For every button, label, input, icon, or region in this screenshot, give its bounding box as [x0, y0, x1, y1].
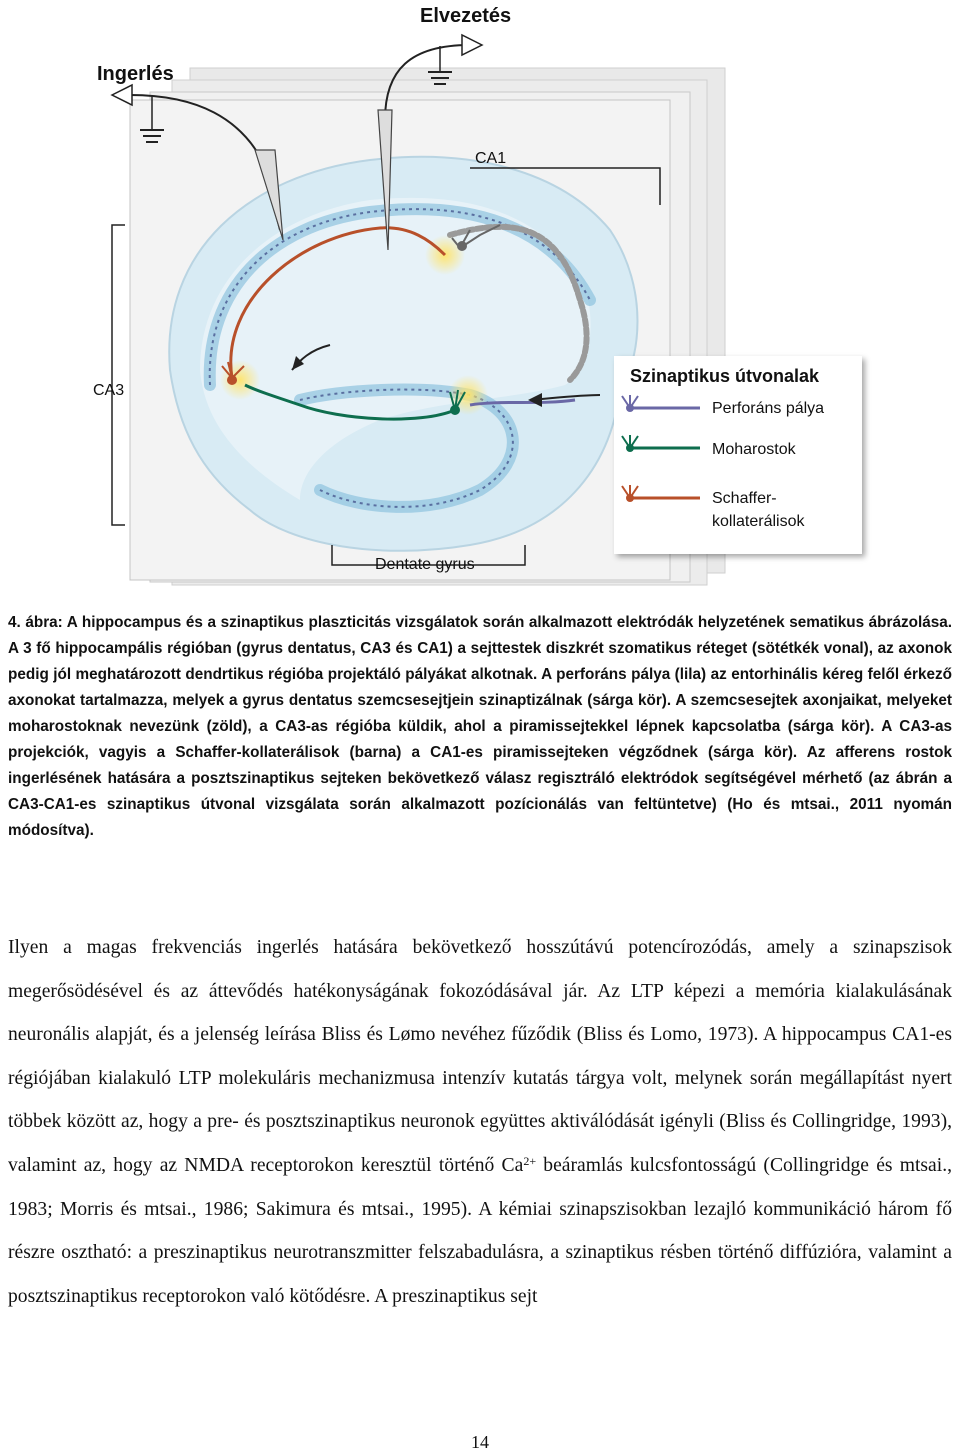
legend-mossy-label: Moharostok	[712, 441, 796, 458]
legend-schaffer-label-2: kollaterálisok	[712, 513, 805, 530]
body-text-part-1: Ilyen a magas frekvenciás ingerlés hatására bekövetkező hosszútávú potencírozódás, amely a szinapszisok megerősödésével és az áttevődés hatékonyságának fokozódásával jár. Az LTP képezi a memória kialakulásának neuronális alapját, és a jelenség leírása Bliss és Lømo nevéhez fűződik (Bliss és Lomo, 1973). A hippocampus CA1-es régiójában kialakuló LTP molekuláris mechanizmusa intenzív kutatás tárgya volt, melynek során megállapítást nyert többek között az, hogy a pre- és posztszinaptikus neuronok együttes aktiválódását igényli (Bliss és Collingridge, 1993), valamint az, hogy az NMDA receptorokon keresztül történő Ca	[8, 937, 952, 1176]
legend-schaffer-label-1: Schaffer-	[712, 490, 777, 507]
hippocampus-electrode-figure	[60, 0, 880, 600]
body-text-part-2: beáramlás kulcsfontosságú (Collingridge és mtsai., 1983; Morris és mtsai., 1986; Sakimura és mtsai., 1995). A kémiai szinapszisokban lezajló kommunikáció három fő részre osztható: a preszinaptikus neurotranszmitter felszabadulásra, a szinaptikus résben történő diffúzióra, valamint a posztszinaptikus receptorokon való kötődésre. A preszinaptikus sejt	[8, 1154, 952, 1307]
legend-title: Szinaptikus útvonalak	[630, 366, 820, 386]
body-paragraph	[8, 926, 952, 1318]
legend-perforant-label: Perforáns pálya	[712, 400, 825, 417]
figure-caption: 4. ábra: A hippocampus és a szinaptikus plaszticitás vizsgálatok során alkalmazott elektródák helyzetének sematikus ábrázolása. A 3 fő hippocampális régióban (gyrus dentatus, CA3 és CA1) a sejttestek diszkrét szomatikus réteget (sötétkék vonal), az axonok pedig jól meghatározott dendrtikus régióba projektáló pályákat alkotnak. A perforáns pálya (lila) az entorhinális kéreg felől érkező axonokat tartalmazza, melyek a gyrus dentatus szemcsesejtjein szinaptizálnak (sárga kör). A szemcsesejtek axonjaikat, melyeket moharostoknak nevezünk (zöld), a CA3-as régióba küldik, ahol a piramissejtekkel lépnek kapcsolatba (sárga kör). A CA3-as projekciók, vagyis a Schaffer-kollaterálisok (barna) a CA1-es piramissejteken végződnek (sárga kör). Az afferens rostok ingerlésének hatására a posztszinaptikus sejteken bekövetkező válasz regisztráló elektródok segítségével mérhető (az ábrán a CA3-CA1-es szinaptikus útvonal vizsgálata során alkalmazott pozícionálás van feltüntetve) (Ho és mtsai., 2011 nyomán módosítva).	[8, 614, 952, 839]
superscript-charge: 2+	[523, 1153, 537, 1168]
label-recording: Elvezetés	[420, 5, 512, 27]
ca3-bracket	[112, 225, 125, 525]
label-dentate-gyrus: Dentate gyrus	[375, 556, 475, 573]
label-stimulation: Ingerlés	[97, 63, 174, 85]
synapse-ca3	[220, 360, 260, 400]
page-number: 14	[471, 1432, 489, 1452]
label-ca3: CA3	[93, 382, 125, 399]
pathway-legend	[614, 356, 862, 554]
label-ca1: CA1	[475, 150, 507, 167]
